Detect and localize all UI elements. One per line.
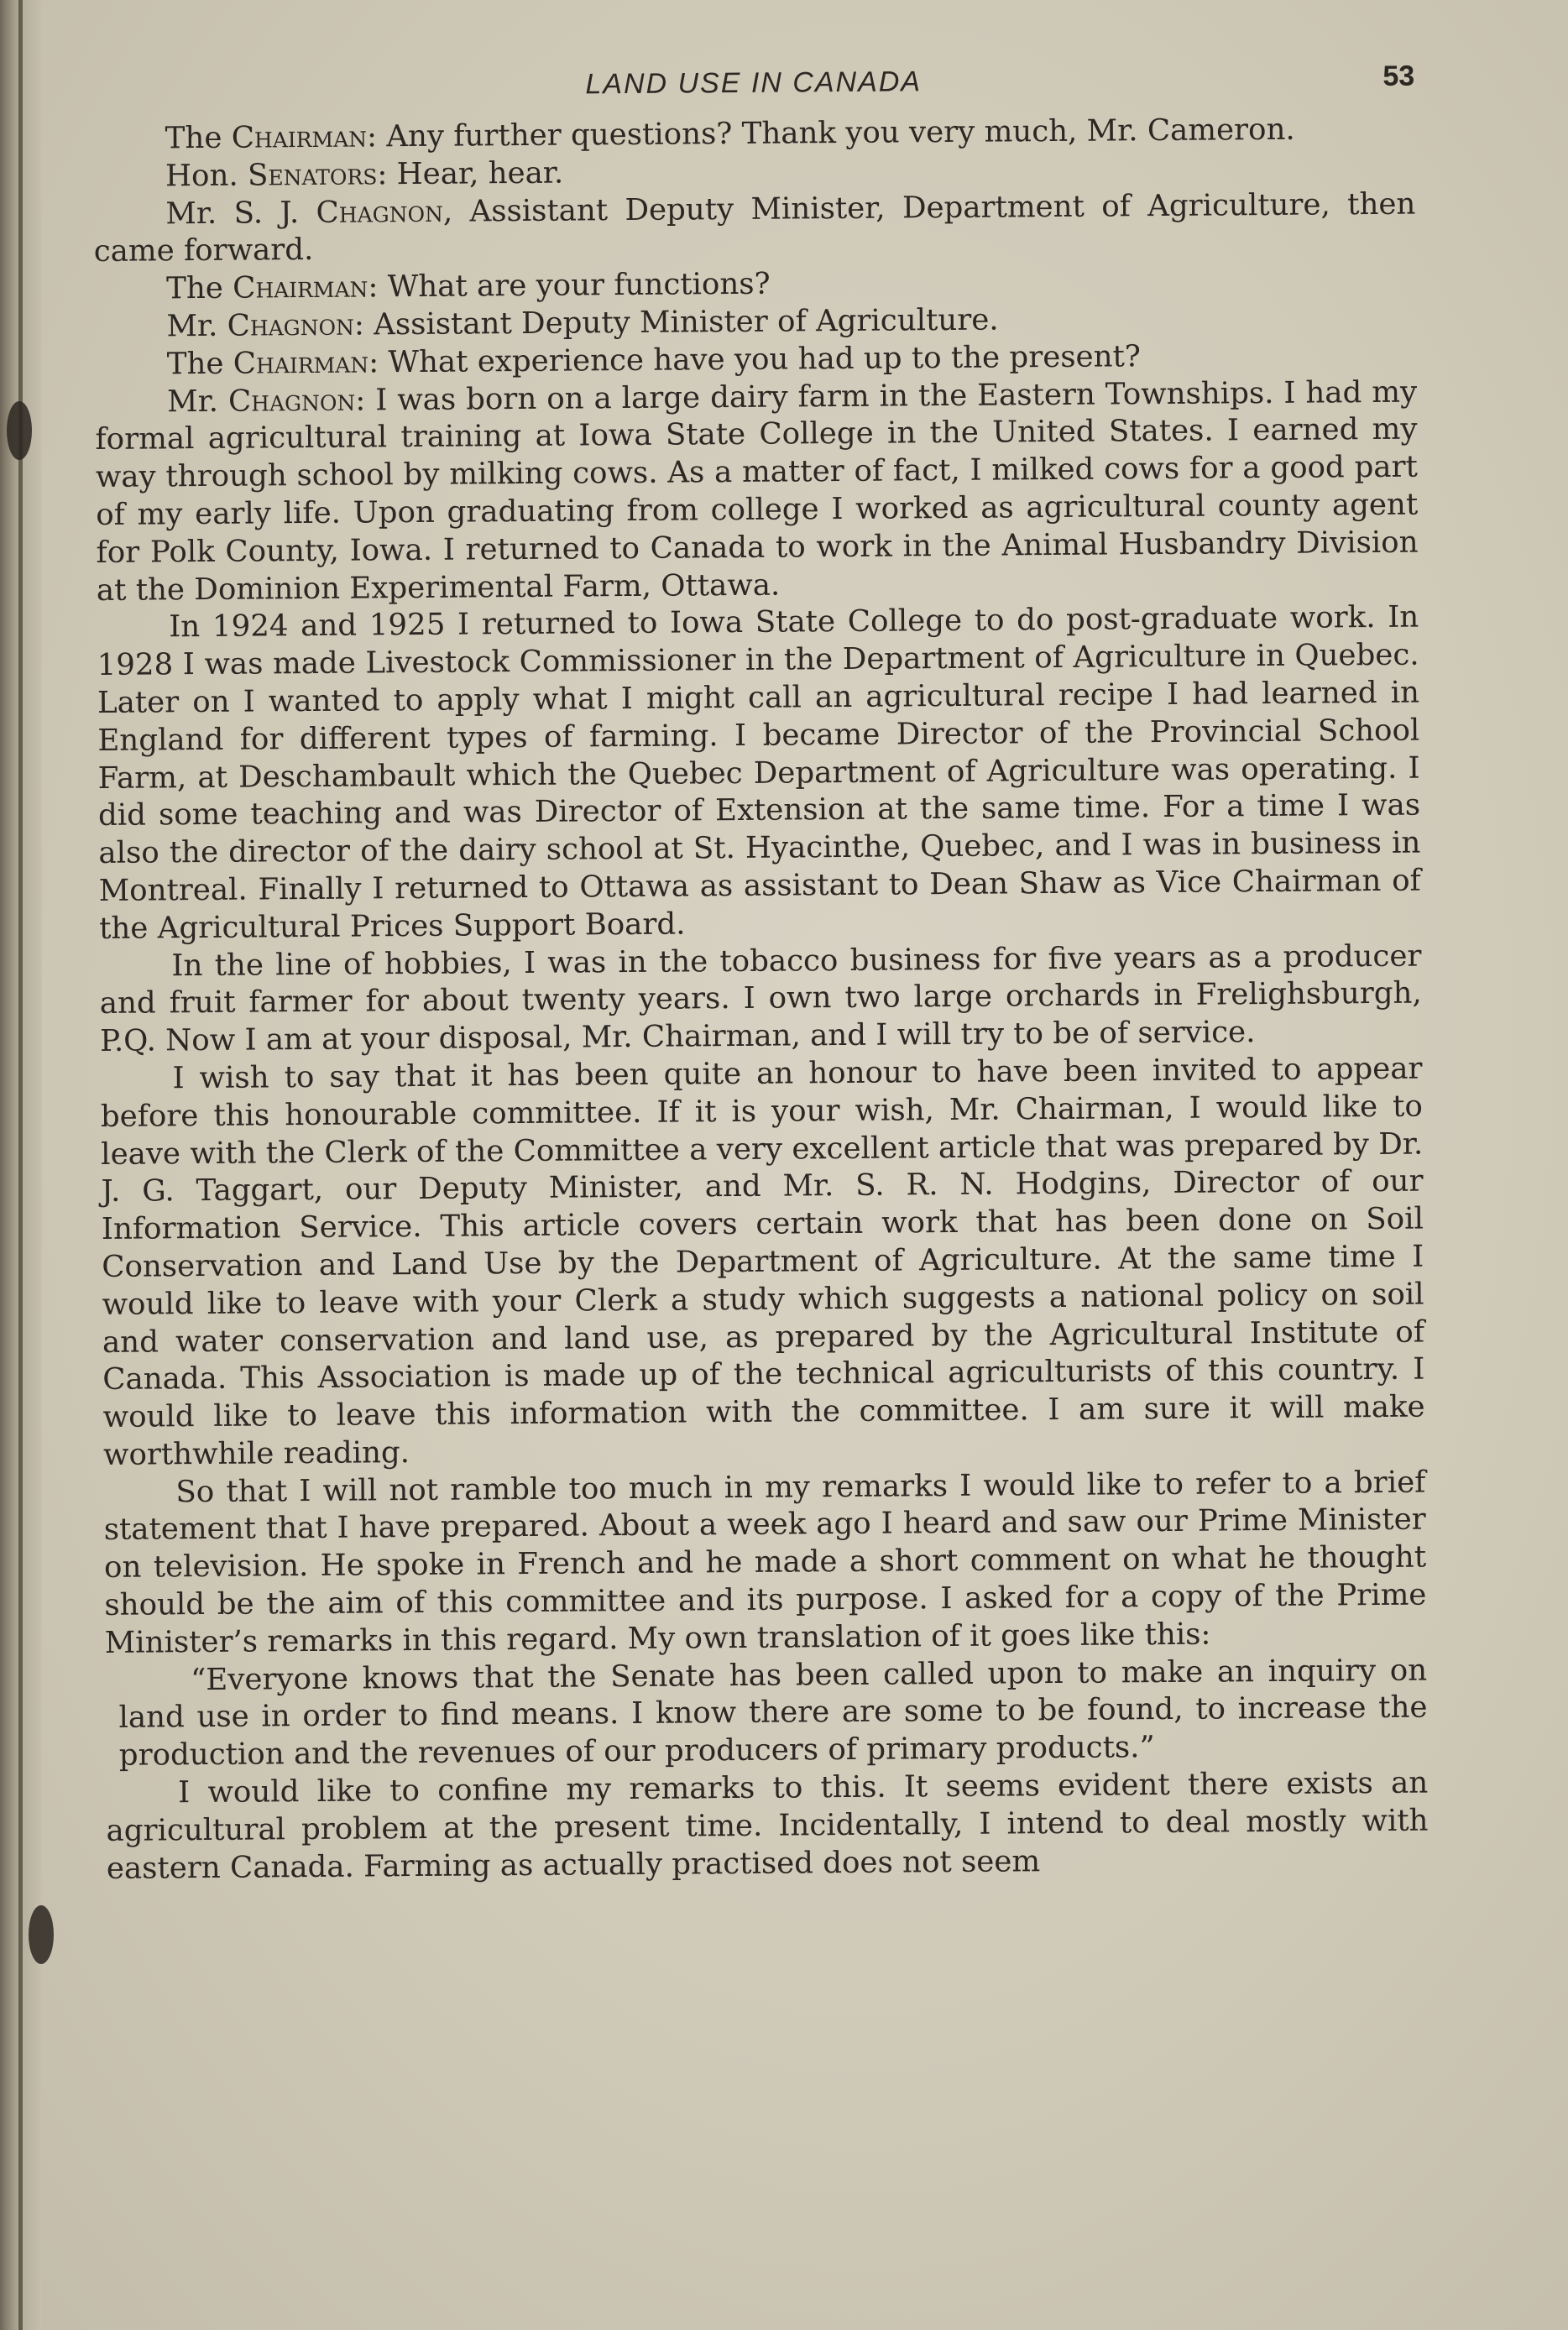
paragraph-text: In 1924 and 1925 I returned to Iowa State College to do post-graduate work. In 1928 I was made Livestock Commissioner in the Department of Agriculture in Quebec. Later on I wanted to apply what I might call an agricultural recipe I had learned in England for different types of farming. I became Director of the Provincial School Farm, at Deschambault which the Quebec Department of Agriculture was operating. I did some teaching and was Director of Extension at the same time. For a time I was also the director of the dairy school at St. Hyacinthe, Quebec, and I was in business in Montreal. Finally I returned to Ottawa as assistant to Dean Shaw as Vice Chairman of the Agricultural Prices Support Board. — [97, 599, 1421, 946]
paragraph-text: So that I will not ramble too much in my remarks I would like to refer to a brief statement that I have prepared. About a week ago I heard and saw our Prime Minister on television. He spoke in French and he made a short comment on what he thought should be the aim of this committee and its purpose. I asked for a copy of the Prime Minister’s remarks in this regard. My own translation of it goes like this: — [103, 1465, 1427, 1660]
speaker-prefix: Mr. S. J. — [165, 195, 316, 231]
binding-hole-upper — [7, 401, 32, 460]
binding-edge-line — [18, 0, 23, 2330]
paragraph-13 — [106, 1765, 1429, 1889]
binding-hole-lower — [29, 1905, 54, 1964]
paragraph-text: : Assistant Deputy Minister of Agriculture. — [353, 302, 999, 342]
paragraph-text: , Assistant Deputy Minister, Department of Agriculture, then came forward. — [93, 186, 1416, 269]
paragraph-8 — [97, 599, 1421, 948]
page-number: 53 — [1382, 60, 1415, 92]
speaker-name: Chairman — [233, 345, 369, 381]
page-content — [92, 52, 1429, 1889]
speaker-name: Chairman — [231, 119, 368, 155]
paragraph-text: : What are your functions? — [368, 266, 771, 305]
speaker-name: Senators — [247, 157, 378, 193]
speaker-prefix: Mr. — [167, 384, 229, 419]
page-header — [92, 52, 1415, 121]
quotation-text: “Everyone knows that the Senate has been called upon to make an inquiry on land use in order to find means. I know there are some to be found, to increase the production and the revenues of our producers of primary products.” — [118, 1653, 1428, 1774]
paragraph-text: I wish to say that it has been quite an honour to have been invited to appear before this honourable committee. If it is your wish, Mr. Chairman, I would like to leave with the Clerk of the Committee a very excellent article that was prepared by Dr. J. G. Taggart, our Deputy Minister, and Mr. S. R. N. Hodgins, Director of our Information Service. This article covers certain work that has been done on Soil Conservation and Land Use by the Department of Agriculture. At the same time I would like to leave with your Clerk a study which suggests a national policy on soil and water conservation and land use, as prepared by the Agricultural Institute of Canada. This Association is made up of the technical agriculturists of this country. I would like to leave this information with the committee. I am sure it will make worthwhile reading. — [100, 1051, 1425, 1472]
paragraph-text: : Hear, hear. — [377, 155, 564, 192]
paragraph-9 — [99, 938, 1422, 1061]
quotation-paragraph — [105, 1652, 1428, 1775]
paragraph-text: I would like to confine my remarks to this. It seems evident there exists an agricultural problem at the present time. Incidentally, I intend to deal mostly with eastern Canada. Farming as actually practised does not seem — [106, 1765, 1429, 1886]
speaker-name: Chagnon — [316, 194, 444, 230]
speaker-prefix: The — [166, 346, 234, 382]
paragraph-text: : Any further questions? Thank you very much, Mr. Cameron. — [366, 112, 1295, 154]
body-text — [93, 111, 1429, 1889]
speaker-name: Chagnon — [227, 383, 356, 419]
paragraph-7 — [95, 374, 1419, 609]
speaker-prefix: Hon. — [165, 158, 248, 194]
speaker-prefix: The — [165, 120, 232, 156]
paragraph-text: In the line of hobbies, I was in the tobacco business for five years as a producer and fruit farmer for about twenty years. I own two large orchards in Frelighsburgh, P.Q. Now I am at your disposal, Mr. Chairman, and I will try to be of service. — [99, 938, 1422, 1059]
paragraph-text: : I was born on a large dairy farm in the Eastern Townships. I had my formal agricultural training at Iowa State College in the United States. I earned my way through school by milking cows. As a matter of fact, I milked cows for a good part of my early life. Upon graduating from college I worked as agricultural county agent for Polk County, Iowa. I returned to Canada to work in the Animal Husbandry Division at the Dominion Experimental Farm, Ottawa. — [95, 374, 1419, 608]
paragraph-11 — [103, 1464, 1427, 1662]
paragraph-10 — [100, 1051, 1425, 1475]
running-title: LAND USE IN CANADA — [585, 65, 923, 101]
speaker-prefix: The — [165, 270, 233, 306]
paragraph-text: : What experience have you had up to the present? — [368, 338, 1142, 380]
paragraph-3 — [93, 185, 1416, 271]
speaker-name: Chagnon — [227, 307, 355, 343]
speaker-prefix: Mr. — [166, 308, 227, 344]
speaker-name: Chairman — [232, 269, 368, 306]
